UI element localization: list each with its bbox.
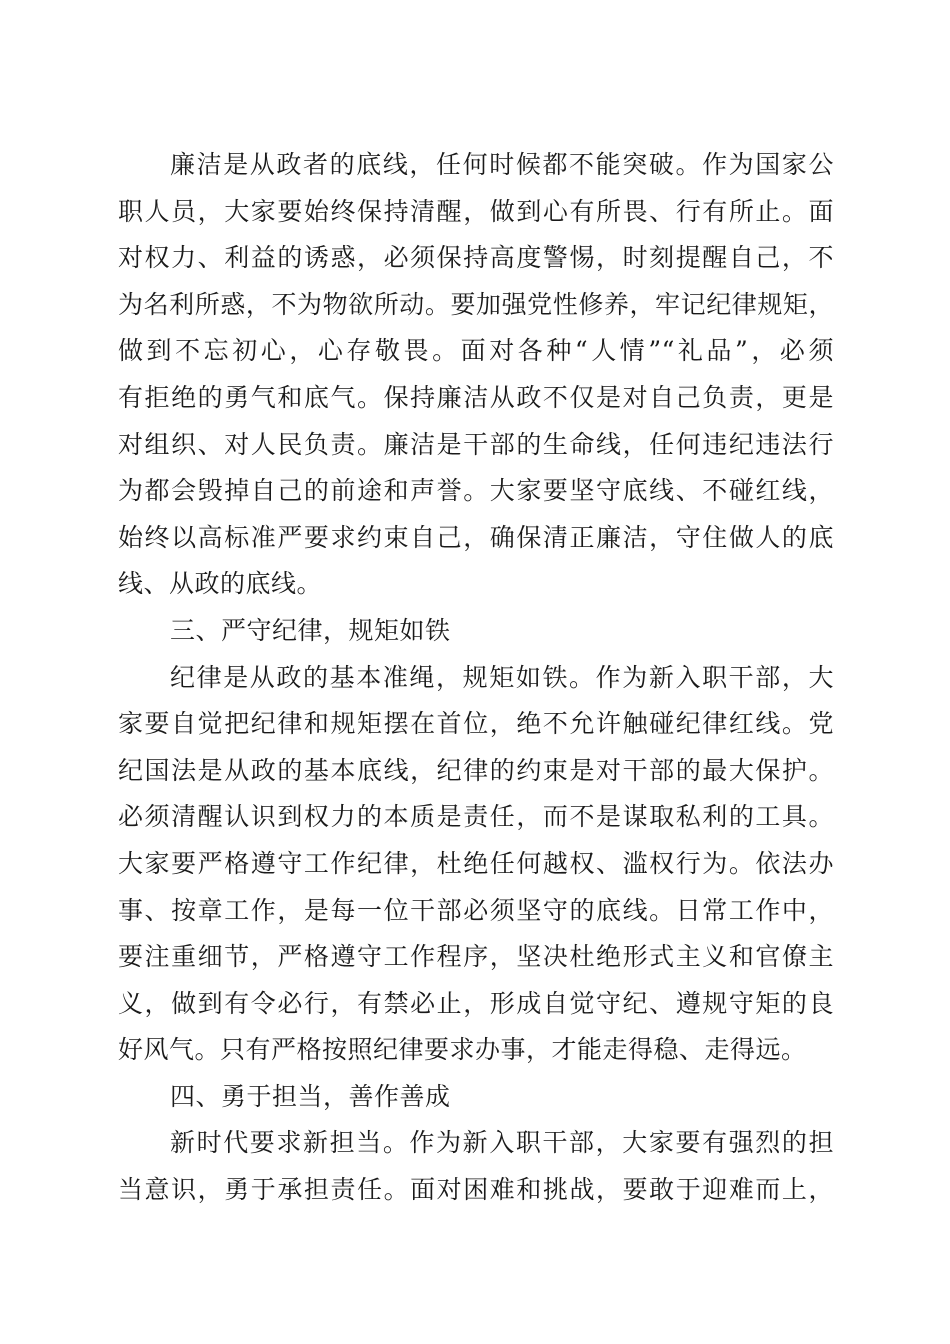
paragraph-line: 新时代要求新担当。作为新入职干部，大家要有强烈的担 [170,1128,834,1158]
paragraph-line: 大家要严格遵守工作纪律，杜绝任何越权、滥权行为。依法办 [118,848,834,878]
paragraph-line: 家要自觉把纪律和规矩摆在首位，绝不允许触碰纪律红线。党 [118,709,834,739]
paragraph-line: 为名利所惑，不为物欲所动。要加强党性修养，牢记纪律规矩， [118,289,834,319]
paragraph-integrity [118,142,834,608]
paragraph-line: 必须清醒认识到权力的本质是责任，而不是谋取私利的工具。 [118,802,834,832]
paragraph-line: 职人员，大家要始终保持清醒，做到心有所畏、行有所止。面 [118,196,834,226]
paragraph-line: 做到不忘初心，心存敬畏。面对各种“人情”“礼品”，必须 [118,336,834,366]
document-body [118,142,834,1214]
paragraph-line: 始终以高标准严要求约束自己，确保清正廉洁，守住做人的底 [118,522,834,552]
paragraph-line: 廉洁是从政者的底线，任何时候都不能突破。作为国家公 [170,150,834,179]
paragraph-line: 事、按章工作，是每一位干部必须坚守的底线。日常工作中， [118,895,834,925]
paragraph-responsibility [118,1120,834,1213]
paragraph-line: 对权力、利益的诱惑，必须保持高度警惕，时刻提醒自己，不 [118,243,834,273]
paragraph-line: 义，做到有令必行，有禁必止，形成自觉守纪、遵规守矩的良 [118,988,834,1018]
paragraph-discipline [118,655,834,1074]
paragraph-line: 好风气。只有严格按照纪律要求办事，才能走得稳、走得远。 [118,1035,807,1065]
paragraph-line: 对组织、对人民负责。廉洁是干部的生命线，任何违纪违法行 [118,429,834,459]
section-heading-discipline: 三、严守纪律，规矩如铁 [170,615,451,645]
paragraph-line: 当意识，勇于承担责任。面对困难和挑战，要敢于迎难而上， [118,1175,834,1205]
paragraph-line: 纪国法是从政的基本底线，纪律的约束是对干部的最大保护。 [118,755,834,785]
section-heading-responsibility: 四、勇于担当，善作善成 [170,1081,451,1111]
paragraph-line: 为都会毁掉自己的前途和声誉。大家要坚守底线、不碰红线， [118,476,834,506]
paragraph-line: 有拒绝的勇气和底气。保持廉洁从政不仅是对自己负责，更是 [118,382,834,412]
paragraph-line: 要注重细节，严格遵守工作程序，坚决杜绝形式主义和官僚主 [118,942,834,972]
paragraph-line: 纪律是从政的基本准绳，规矩如铁。作为新入职干部，大 [170,662,834,692]
paragraph-line: 线、从政的底线。 [118,569,323,599]
